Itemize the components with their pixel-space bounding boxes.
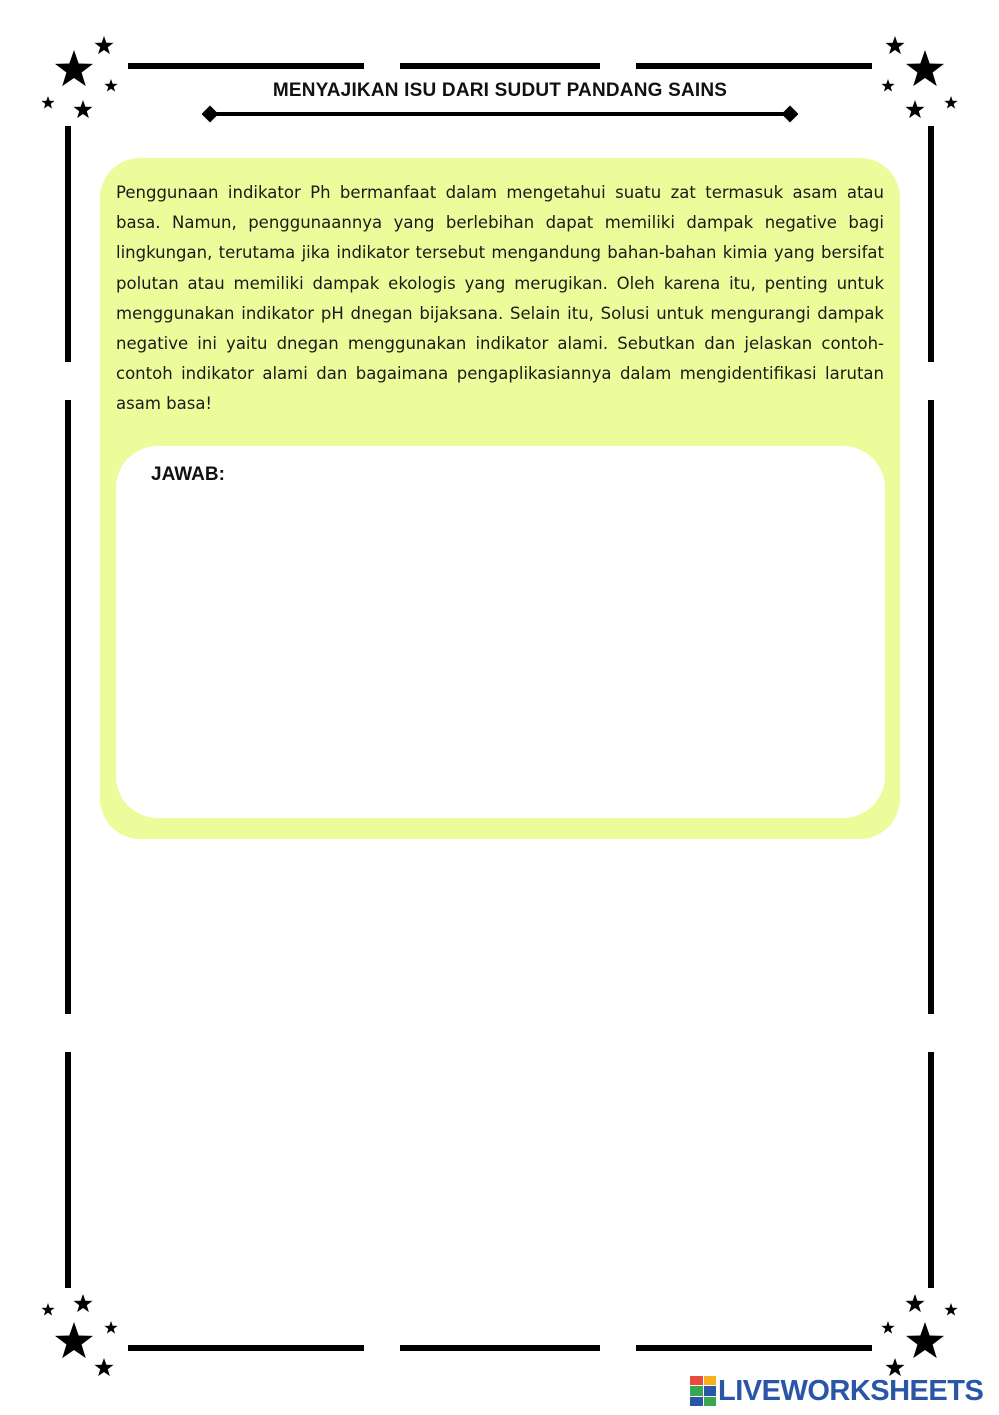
star-cluster-bottom-right-icon xyxy=(875,1290,965,1385)
page-title: MENYAJIKAN ISU DARI SUDUT PANDANG SAINS xyxy=(272,80,728,101)
frame-right-bottom-bar xyxy=(928,1052,934,1288)
title-underline-divider xyxy=(202,104,798,124)
frame-left-middle-bar xyxy=(65,400,71,1014)
liveworksheets-logo-text: LIVEWORKSHEETS xyxy=(718,1374,984,1407)
answer-label: JAWAB: xyxy=(151,464,225,485)
star-cluster-top-left-icon xyxy=(35,30,125,125)
frame-left-bottom-bar xyxy=(65,1052,71,1288)
frame-bottom-middle-bar xyxy=(400,1345,600,1351)
frame-left-top-bar xyxy=(65,126,71,362)
answer-box[interactable] xyxy=(116,446,885,818)
frame-bottom-right-bar xyxy=(636,1345,872,1351)
frame-right-top-bar xyxy=(928,126,934,362)
star-cluster-bottom-left-icon xyxy=(35,1290,125,1385)
liveworksheets-logo-icon xyxy=(690,1376,716,1406)
frame-top-left-bar xyxy=(128,63,364,69)
frame-top-middle-bar xyxy=(400,63,600,69)
question-text: Penggunaan indikator Ph bermanfaat dalam mengetahui suatu zat termasuk asam atau basa. Namun, penggunaannya yang berlebihan dapat memiliki dampak negative bagi lingkungan, terutama jika indikator tersebut mengandung bahan-bahan kimia yang bersifat polutan atau memiliki dampak ekologis yang merugikan. Oleh karena itu, penting untuk menggunakan indikator pH dnegan bijaksana. Selain itu, Solusi untuk mengurangi dampak negative ini yaitu dnegan menggunakan indikator alami. Sebutkan dan jelaskan contoh-contoh indikator alami dan bagaimana pengaplikasiannya dalam mengidentifikasi larutan asam basa! xyxy=(116,183,884,414)
frame-top-right-bar xyxy=(636,63,872,69)
liveworksheets-logo xyxy=(690,1374,983,1408)
frame-bottom-left-bar xyxy=(128,1345,364,1351)
star-cluster-top-right-icon xyxy=(875,30,965,125)
frame-right-middle-bar xyxy=(928,400,934,1014)
